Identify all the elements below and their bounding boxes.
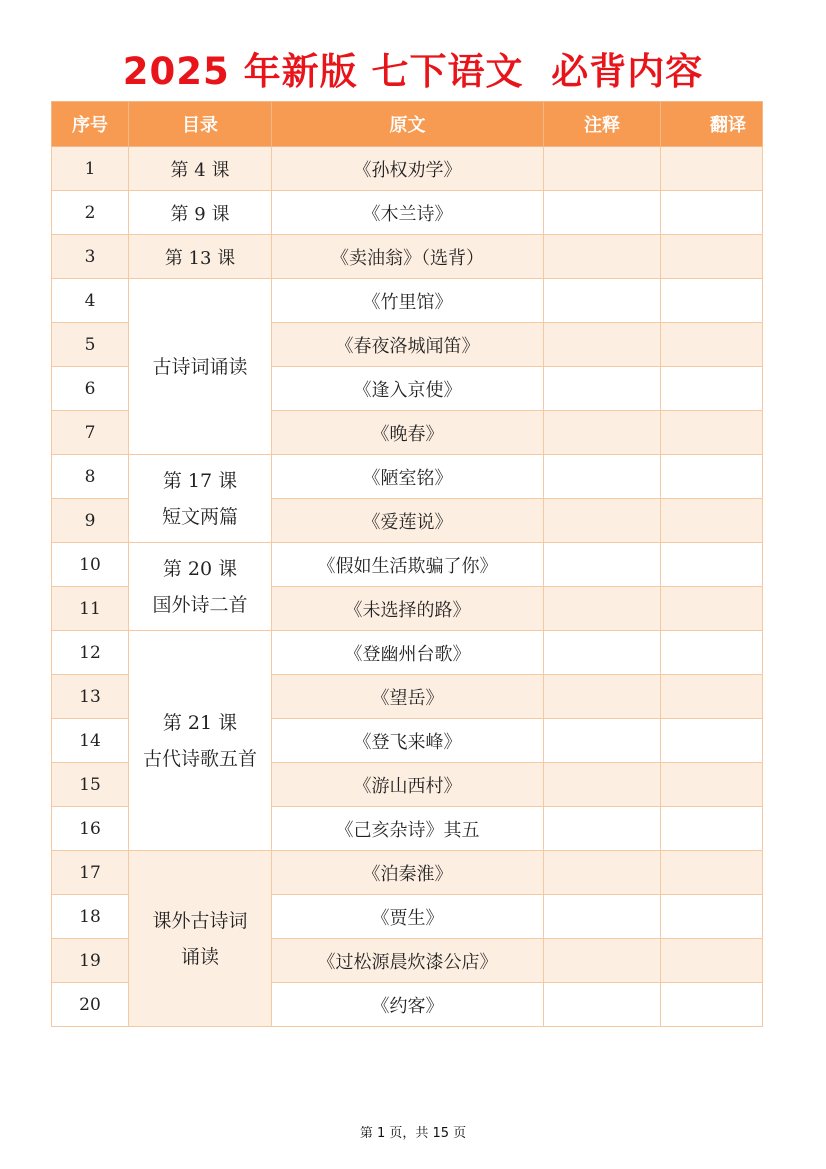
original-text-cell: 《假如生活欺骗了你》 [272, 543, 544, 587]
catalog-lesson: 课外古诗词 [152, 909, 248, 932]
translation-cell [661, 895, 763, 939]
original-text-cell: 《木兰诗》 [272, 191, 544, 235]
row-number: 11 [52, 587, 129, 631]
annotation-cell [544, 367, 661, 411]
row-number: 8 [52, 455, 129, 499]
recitation-table [51, 101, 763, 1027]
row-number: 7 [52, 411, 129, 455]
row-number: 14 [52, 719, 129, 763]
header-translation: 翻译 [661, 102, 763, 147]
annotation-cell [544, 543, 661, 587]
catalog-lesson: 第 21 课 [162, 711, 238, 734]
row-number: 1 [52, 147, 129, 191]
original-text-cell: 《晚春》 [272, 411, 544, 455]
row-number: 15 [52, 763, 129, 807]
annotation-cell [544, 719, 661, 763]
translation-cell [661, 499, 763, 543]
row-number: 9 [52, 499, 129, 543]
table-row [52, 235, 763, 279]
translation-cell [661, 983, 763, 1027]
translation-cell [661, 939, 763, 983]
row-number: 10 [52, 543, 129, 587]
catalog-cell [129, 851, 272, 1027]
original-text-cell: 《己亥杂诗》其五 [272, 807, 544, 851]
translation-cell [661, 235, 763, 279]
translation-cell [661, 851, 763, 895]
header-annotation: 注释 [544, 102, 661, 147]
catalog-subtitle: 短文两篇 [161, 505, 238, 528]
row-number: 3 [52, 235, 129, 279]
table-row [52, 631, 763, 675]
row-number: 6 [52, 367, 129, 411]
annotation-cell [544, 191, 661, 235]
catalog-subtitle: 诵读 [180, 945, 219, 968]
annotation-cell [544, 147, 661, 191]
annotation-cell [544, 895, 661, 939]
original-text-cell: 《登幽州台歌》 [272, 631, 544, 675]
page-title: 2025 年新版 七下语文 必背内容 [122, 50, 704, 93]
original-text-cell: 《春夜洛城闻笛》 [272, 323, 544, 367]
original-text-cell: 《登飞来峰》 [272, 719, 544, 763]
table-row [52, 191, 763, 235]
catalog-subtitle: 古代诗歌五首 [142, 747, 257, 770]
original-text-cell: 《卖油翁》（选背） [272, 235, 544, 279]
header-index: 序号 [52, 102, 129, 147]
row-number: 12 [52, 631, 129, 675]
table-row [52, 147, 763, 191]
translation-cell [661, 675, 763, 719]
page-footer: 第 1 页，共 15 页 [359, 1126, 467, 1141]
row-number: 5 [52, 323, 129, 367]
catalog-subtitle: 国外诗二首 [152, 593, 248, 616]
translation-cell [661, 807, 763, 851]
annotation-cell [544, 851, 661, 895]
original-text-cell: 《陋室铭》 [272, 455, 544, 499]
original-text-cell: 《孙权劝学》 [272, 147, 544, 191]
translation-cell [661, 323, 763, 367]
row-number: 18 [52, 895, 129, 939]
catalog-lesson: 第 17 课 [162, 469, 238, 492]
annotation-cell [544, 411, 661, 455]
translation-cell [661, 367, 763, 411]
translation-cell [661, 587, 763, 631]
table-row [52, 279, 763, 323]
translation-cell [661, 147, 763, 191]
annotation-cell [544, 455, 661, 499]
row-number: 17 [52, 851, 129, 895]
original-text-cell: 《未选择的路》 [272, 587, 544, 631]
annotation-cell [544, 675, 661, 719]
original-text-cell: 《约客》 [272, 983, 544, 1027]
header-catalog: 目录 [129, 102, 272, 147]
original-text-cell: 《爱莲说》 [272, 499, 544, 543]
table-header-row [52, 102, 763, 147]
translation-cell [661, 191, 763, 235]
annotation-cell [544, 587, 661, 631]
translation-cell [661, 763, 763, 807]
original-text-cell: 《游山西村》 [272, 763, 544, 807]
annotation-cell [544, 983, 661, 1027]
translation-cell [661, 455, 763, 499]
translation-cell [661, 719, 763, 763]
catalog-cell: 第 13 课 [129, 235, 272, 279]
annotation-cell [544, 499, 661, 543]
annotation-cell [544, 807, 661, 851]
catalog-cell [129, 543, 272, 631]
annotation-cell [544, 279, 661, 323]
annotation-cell [544, 323, 661, 367]
catalog-lesson: 第 20 课 [162, 557, 238, 580]
original-text-cell: 《竹里馆》 [272, 279, 544, 323]
row-number: 19 [52, 939, 129, 983]
translation-cell [661, 279, 763, 323]
row-number: 2 [52, 191, 129, 235]
original-text-cell: 《逢入京使》 [272, 367, 544, 411]
annotation-cell [544, 631, 661, 675]
table-row [52, 851, 763, 895]
row-number: 20 [52, 983, 129, 1027]
annotation-cell [544, 763, 661, 807]
translation-cell [661, 631, 763, 675]
table-row [52, 543, 763, 587]
row-number: 16 [52, 807, 129, 851]
catalog-cell: 古诗词诵读 [129, 279, 272, 455]
original-text-cell: 《望岳》 [272, 675, 544, 719]
catalog-cell: 第 9 课 [129, 191, 272, 235]
row-number: 13 [52, 675, 129, 719]
original-text-cell: 《泊秦淮》 [272, 851, 544, 895]
header-original-text: 原文 [272, 102, 544, 147]
table-row [52, 455, 763, 499]
original-text-cell: 《贾生》 [272, 895, 544, 939]
row-number: 4 [52, 279, 129, 323]
catalog-cell [129, 455, 272, 543]
catalog-cell: 第 4 课 [129, 147, 272, 191]
annotation-cell [544, 939, 661, 983]
translation-cell [661, 411, 763, 455]
translation-cell [661, 543, 763, 587]
catalog-cell [129, 631, 272, 851]
annotation-cell [544, 235, 661, 279]
original-text-cell: 《过松源晨炊漆公店》 [272, 939, 544, 983]
